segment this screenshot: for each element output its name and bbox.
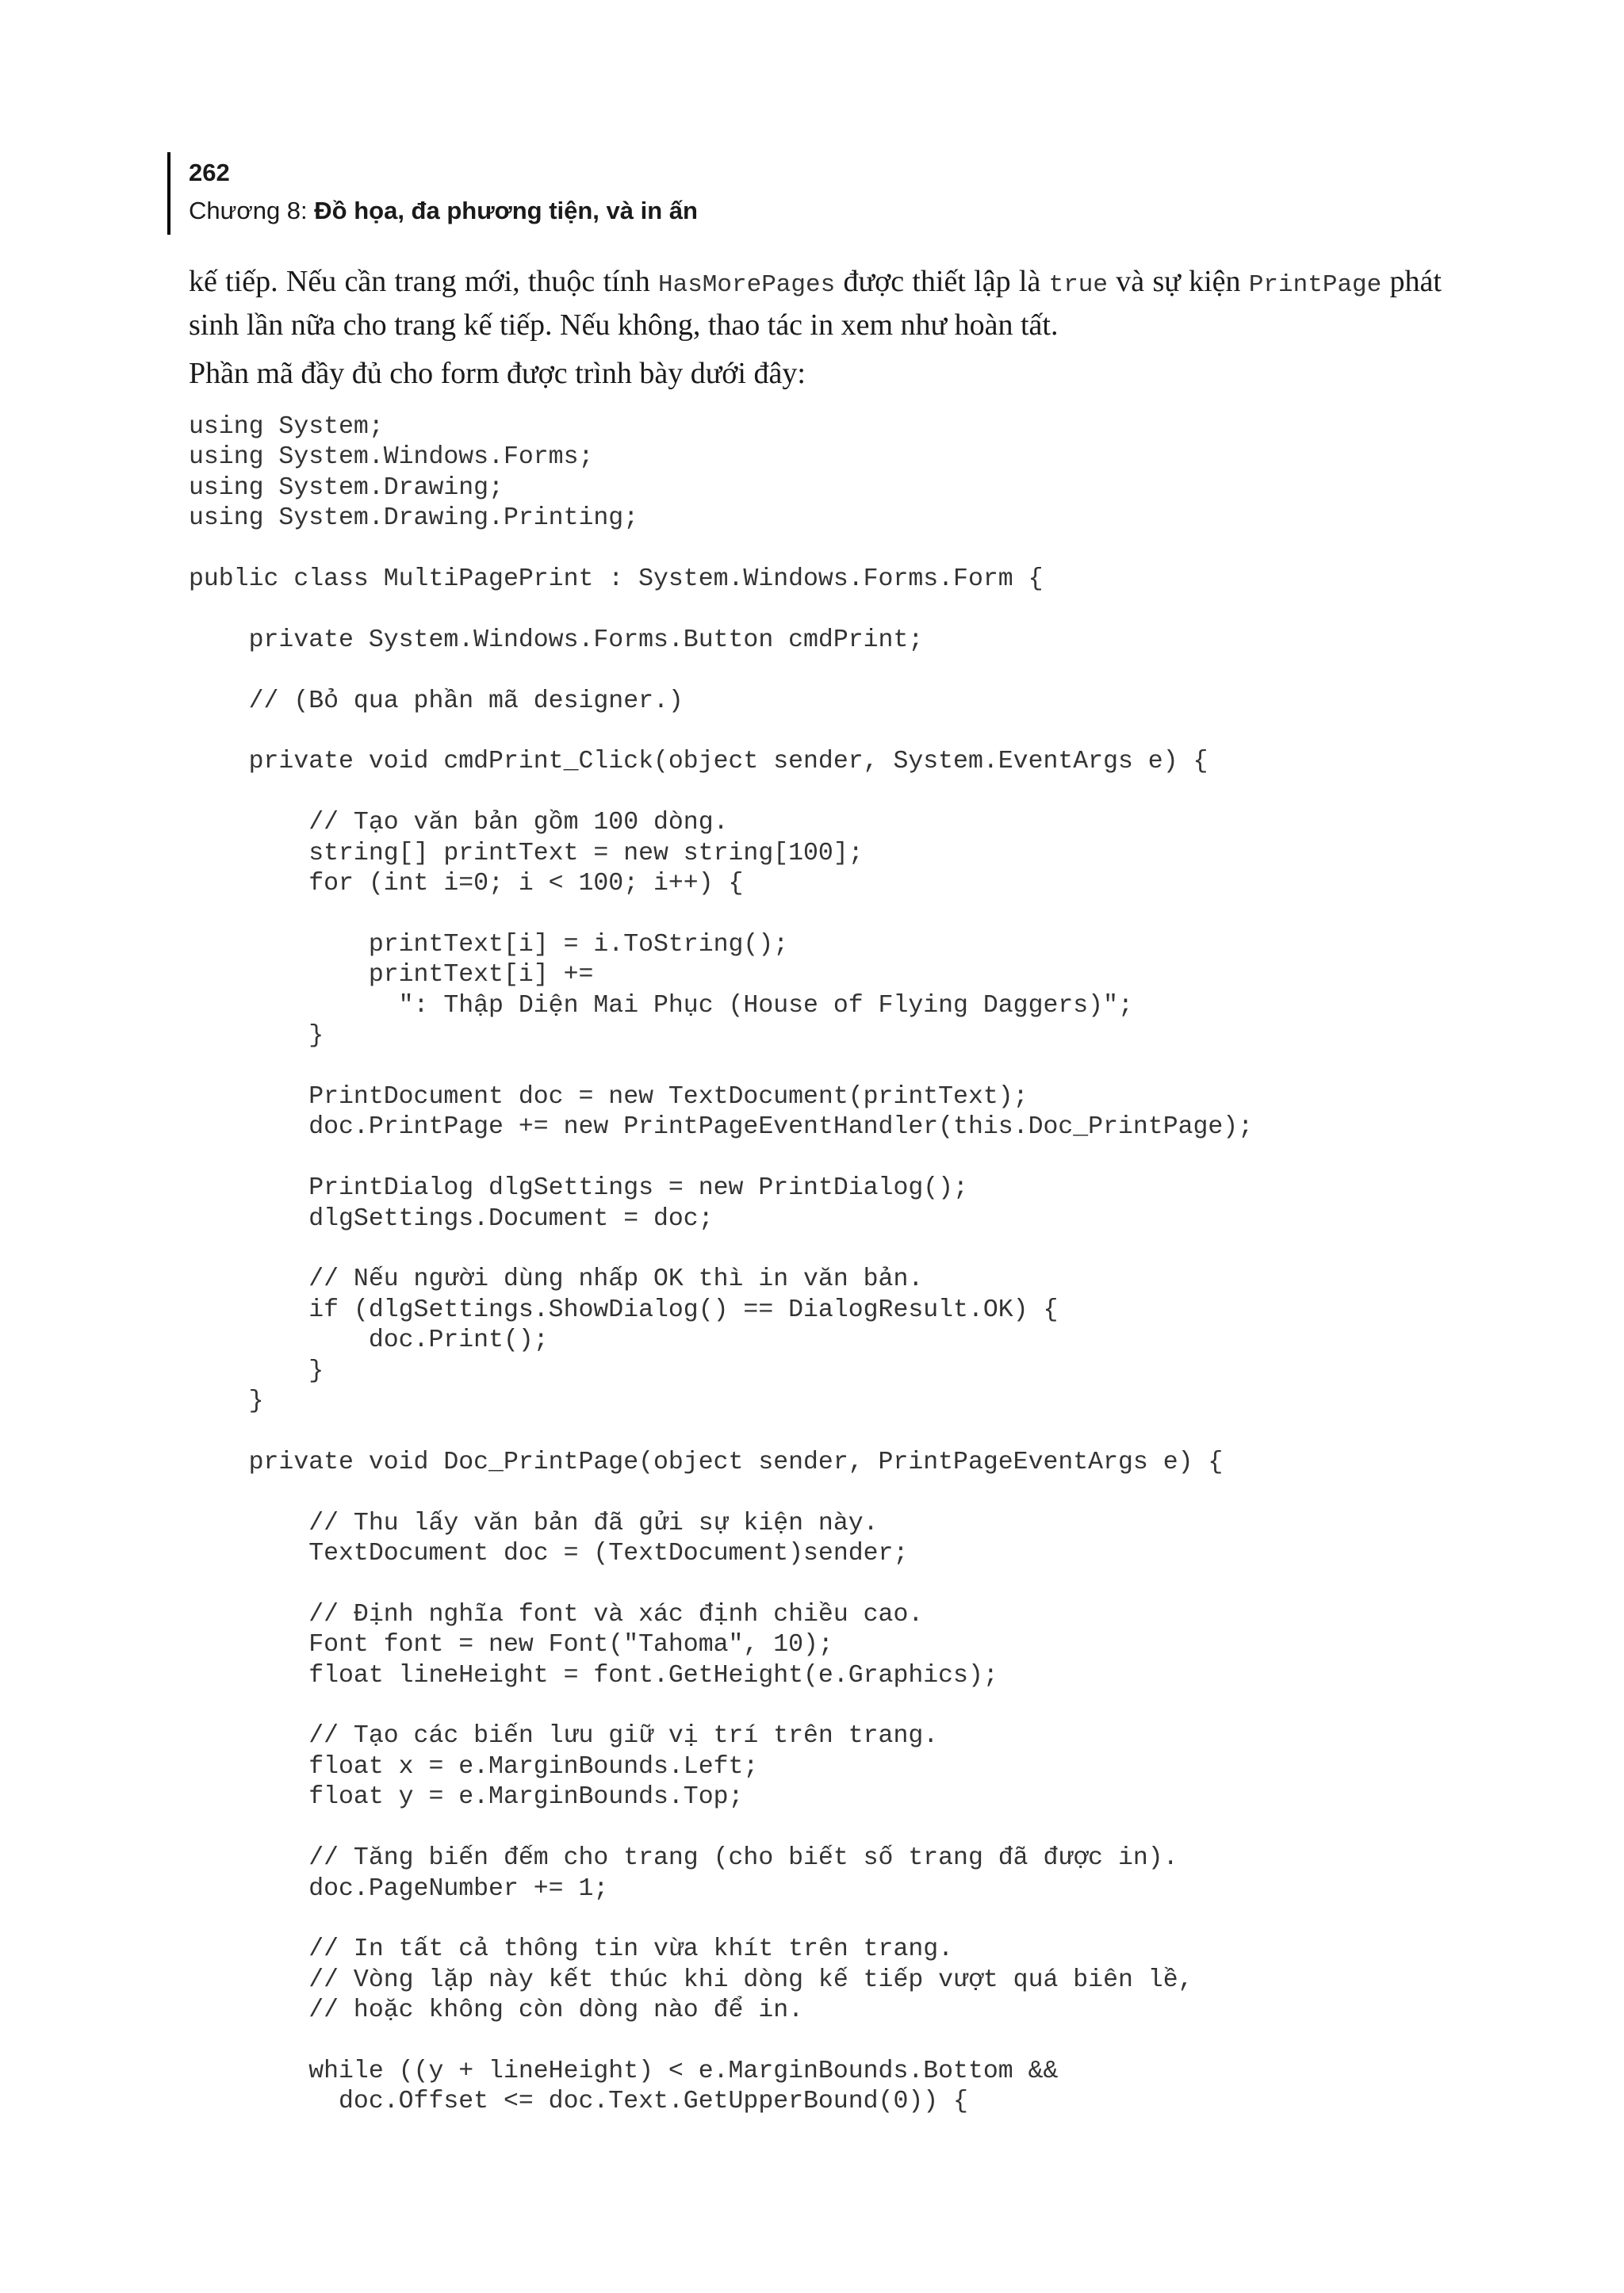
para1-text-2: được thiết lập là (835, 265, 1049, 298)
inline-code-hasmorepages: HasMorePages (657, 271, 836, 299)
code-line: for (int i=0; i < 100; i++) { (189, 870, 744, 898)
code-line: float y = e.MarginBounds.Top; (189, 1783, 744, 1812)
code-line: using System.Drawing; (189, 473, 504, 502)
body-paragraph-2: Phần mã đầy đủ cho form được trình bày dưới đây: (189, 357, 806, 390)
code-line: public class MultiPagePrint : System.Windows.Forms.Form { (189, 565, 1044, 594)
body-paragraph-1 (189, 262, 1442, 345)
para1-text-1: kế tiếp. Nếu cần trang mới, thuộc tính (189, 265, 658, 298)
code-line: // hoặc không còn dòng nào để in. (189, 1996, 804, 2025)
code-line: // Tăng biến đếm cho trang (cho biết số trang đã được in). (189, 1844, 1178, 1873)
code-line: float lineHeight = font.GetHeight(e.Graphics); (189, 1661, 998, 1690)
code-line: ": Thập Diện Mai Phục (House of Flying Daggers)"; (189, 991, 1133, 1020)
code-listing (189, 412, 1442, 2118)
code-line: using System.Windows.Forms; (189, 443, 594, 472)
code-line: PrintDocument doc = new TextDocument(printText); (189, 1082, 1028, 1111)
code-line: // Tạo văn bản gồm 100 dòng. (189, 809, 729, 837)
code-line: Font font = new Font("Tahoma", 10); (189, 1631, 833, 1659)
code-line: doc.Print(); (189, 1326, 549, 1355)
code-line: TextDocument doc = (TextDocument)sender; (189, 1540, 909, 1568)
code-line: // Vòng lặp này kết thúc khi dòng kế tiếp vượt quá biên lề, (189, 1966, 1193, 1994)
code-line: using System; (189, 413, 384, 441)
code-line: string[] printText = new string[100]; (189, 839, 864, 867)
code-line: printText[i] = i.ToString(); (189, 930, 789, 959)
code-line: private void cmdPrint_Click(object sender, System.EventArgs e) { (189, 748, 1208, 776)
code-line: // Tạo các biến lưu giữ vị trí trên trang. (189, 1722, 939, 1751)
code-line: PrintDialog dlgSettings = new PrintDialog(); (189, 1174, 968, 1203)
chapter-title: Đồ họa, đa phương tiện, và in ấn (314, 197, 698, 224)
code-line: while ((y + lineHeight) < e.MarginBounds.Bottom && (189, 2057, 1059, 2085)
code-line: doc.PrintPage += new PrintPageEventHandler(this.Doc_PrintPage); (189, 1113, 1254, 1142)
code-line: dlgSettings.Document = doc; (189, 1204, 714, 1233)
inline-code-true: true (1048, 271, 1109, 299)
chapter-heading (189, 195, 698, 227)
code-line: // In tất cả thông tin vừa khít trên trang. (189, 1935, 954, 1964)
inline-code-printpage: PrintPage (1248, 271, 1382, 299)
code-line: doc.PageNumber += 1; (189, 1874, 609, 1903)
code-line: } (189, 1388, 264, 1415)
code-line: // (Bỏ qua phần mã designer.) (189, 687, 684, 715)
code-line: } (189, 1357, 324, 1385)
chapter-prefix: Chương 8: (189, 197, 315, 224)
page-number: 262 (189, 159, 230, 186)
code-line: // Thu lấy văn bản đã gửi sự kiện này. (189, 1509, 879, 1537)
code-line: using System.Drawing.Printing; (189, 504, 639, 533)
para1-text-4: phát sinh lần nữa cho trang kế tiếp. Nếu không, thao tác in xem như hoàn tất. (189, 265, 1442, 342)
code-line: // Định nghĩa font và xác định chiều cao. (189, 1600, 924, 1629)
header-rule (167, 152, 170, 235)
para1-text-3: và sự kiện (1108, 265, 1249, 298)
code-line: } (189, 1022, 324, 1051)
code-line: printText[i] += (189, 961, 594, 990)
code-line: private void Doc_PrintPage(object sender, PrintPageEventArgs e) { (189, 1448, 1224, 1476)
code-line: private System.Windows.Forms.Button cmdPrint; (189, 626, 924, 654)
code-line: if (dlgSettings.ShowDialog() == DialogResult.OK) { (189, 1296, 1059, 1324)
code-line: doc.Offset <= doc.Text.GetUpperBound(0)) { (189, 2088, 968, 2116)
code-line: // Nếu người dùng nhấp OK thì in văn bản. (189, 1265, 924, 1294)
code-line: float x = e.MarginBounds.Left; (189, 1752, 759, 1781)
